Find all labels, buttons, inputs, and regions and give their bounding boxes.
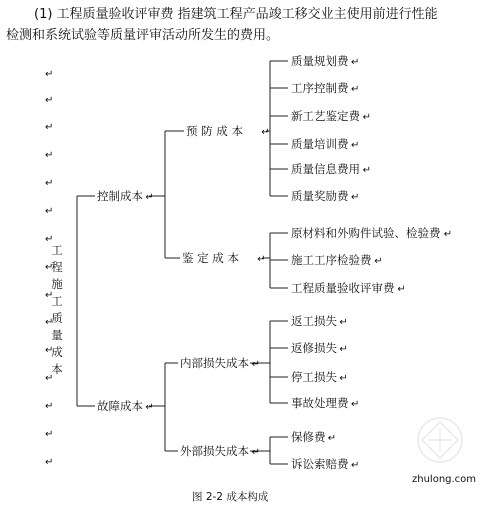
sub-branch-label: 外部损失成本 <box>180 444 249 458</box>
paragraph-mark: ↵ <box>443 229 453 240</box>
leaf-item-label: 质量培训费 <box>291 137 349 151</box>
leaf-item-label: 质量规划费 <box>291 54 349 68</box>
paragraph-mark: ↵ <box>327 433 337 444</box>
root-label-char: 量 <box>51 328 63 342</box>
leaf-item-label: 事故处理费 <box>291 396 349 410</box>
root-label-char: 本 <box>51 362 63 376</box>
paragraph-mark: ↵ <box>45 345 54 356</box>
paragraph-mark: ↵ <box>45 317 54 328</box>
leaf-item-label: 诉讼索赔费 <box>291 457 349 471</box>
paragraph-mark: ↵ <box>351 57 360 68</box>
paragraph-mark: ↵ <box>362 165 371 176</box>
paragraph-mark: ↵ <box>45 95 54 106</box>
root-label-char: 工 <box>51 294 63 308</box>
figure-caption: 图 2-2 成本构成 <box>192 491 269 503</box>
paragraph-mark: ↵ <box>351 84 360 95</box>
paragraph-mark: ↵ <box>351 460 360 471</box>
paragraph-mark: ↵ <box>351 399 360 410</box>
paragraph-mark: ↵ <box>45 234 54 245</box>
paragraph-mark: ↵ <box>145 192 154 203</box>
zhulong-logo-icon <box>418 418 462 462</box>
leaf-item-label: 返修损失 <box>291 341 337 355</box>
root-label-char: 工 <box>51 243 63 257</box>
sub-branch-label: 鉴 定 成 本 <box>182 251 239 265</box>
leaf-item-label: 保修费 <box>291 430 326 444</box>
paragraph-mark: ↵ <box>45 290 54 301</box>
paragraph-mark: ↵ <box>45 150 54 161</box>
paragraph-mark: ↵ <box>362 112 371 123</box>
paragraph-mark: ↵ <box>339 344 348 355</box>
paragraph-mark: ↵ <box>45 122 54 133</box>
paragraph-mark: ↵ <box>339 317 348 328</box>
leaf-item-label: 质量奖励费 <box>291 189 349 203</box>
sub-branch-label: 内部损失成本 <box>180 356 249 370</box>
leaf-item-label: 原材料和外购件试验、检验费 <box>291 226 441 240</box>
leaf-item-label: 工序控制费 <box>291 81 349 95</box>
leaf-item-label: 新工艺鉴定费 <box>291 109 360 123</box>
leaf-item-label: 质量信息费用 <box>291 162 360 176</box>
root-label-char: 施 <box>51 277 63 291</box>
paragraph-mark: ↵ <box>251 359 260 370</box>
paragraph-mark: ↵ <box>45 429 54 440</box>
paragraph-mark: ↵ <box>45 178 54 189</box>
paragraph-mark: ↵ <box>397 284 406 295</box>
root-label-char: 程 <box>51 260 63 274</box>
paragraph-mark: ↵ <box>145 402 154 413</box>
sub-branch-label: 预 防 成 本 <box>186 124 243 138</box>
paragraph-mark: ↵ <box>351 192 360 203</box>
paragraph-mark: ↵ <box>261 127 270 138</box>
root-label-char: 成 <box>51 345 63 359</box>
watermark-text: zhulong.com <box>412 474 477 485</box>
leaf-item-label: 施工工序检验费 <box>291 253 372 267</box>
paragraph-mark: ↵ <box>45 69 54 80</box>
intro-line-2: 检测和系统试验等质量评审活动所发生的费用。 <box>6 28 280 43</box>
intro-line-1: (1) 工程质量验收评审费 指建筑工程产品竣工移交业主使用前进行性能 <box>34 7 438 22</box>
paragraph-mark: ↵ <box>351 140 360 151</box>
paragraph-mark: ↵ <box>257 254 266 265</box>
leaf-item-label: 工程质量验收评审费 <box>291 281 395 295</box>
paragraph-mark: ↵ <box>45 457 54 468</box>
branch-label: 故障成本 <box>97 399 143 413</box>
paragraph-mark: ↵ <box>339 373 348 384</box>
root-label-char: 质 <box>51 311 63 325</box>
paragraph-mark: ↵ <box>374 256 383 267</box>
paragraph-mark: ↵ <box>45 373 54 384</box>
paragraph-mark: ↵ <box>45 401 54 412</box>
paragraph-mark: ↵ <box>45 206 54 217</box>
leaf-item-label: 停工损失 <box>291 370 337 384</box>
branch-label: 控制成本 <box>97 189 143 203</box>
leaf-item-label: 返工损失 <box>291 314 337 328</box>
paragraph-mark: ↵ <box>251 447 260 458</box>
paragraph-mark: ↵ <box>45 262 54 273</box>
